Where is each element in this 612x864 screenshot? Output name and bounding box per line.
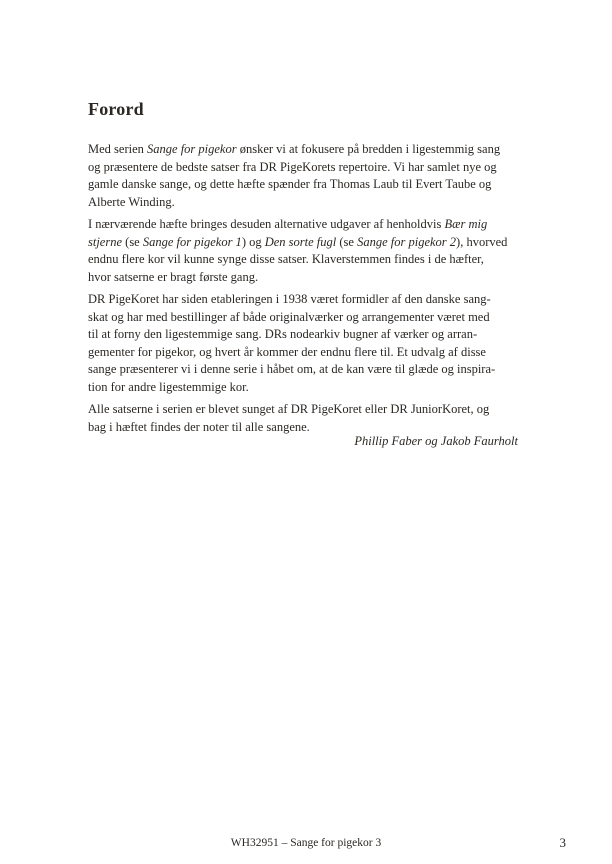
text-run: I nærværende hæfte bringes desuden alternative udgaver af henholdvis — [88, 217, 445, 231]
text-run: skat og har med bestillinger af både originalværker og arrangementer været med — [88, 309, 490, 324]
text-run: Alberte Winding. — [88, 194, 175, 209]
text-line — [88, 309, 518, 327]
text-run: Med serien — [88, 142, 148, 156]
text-line — [88, 234, 518, 252]
italic-text-run: Sange for pigekor 2 — [357, 234, 457, 249]
text-run: bag i hæftet findes der noter til alle sangene. — [88, 419, 310, 434]
italic-text-run: Den sorte fugl — [264, 234, 337, 249]
text-run: hvor satserne er bragt første gang. — [88, 269, 259, 284]
text-run: og præsentere de bedste satser fra DR PigeKorets repertoire. Vi har samlet nye og — [88, 159, 497, 174]
text-run: til at forny den ligestemmige sang. DRs nodearkiv bugner af værker og arran- — [88, 327, 478, 341]
text-line — [88, 216, 518, 234]
text-run: sange præsenterer vi i denne serie i håbet om, at de kan være til glæde og inspira- — [88, 362, 496, 376]
text-line — [88, 269, 518, 287]
text-run: Alle satserne i serien er blevet sunget af DR PigeKoret eller DR JuniorKoret, og — [88, 402, 490, 416]
italic-text-run: stjerne — [88, 234, 123, 249]
text-line — [88, 401, 518, 419]
italic-text-run: Bær mig — [444, 217, 488, 231]
text-line — [88, 326, 518, 344]
text-run: endnu flere kor vil kunne synge disse satser. Klaverstemmen findes i de hæfter, — [88, 252, 484, 266]
text-run: gamle danske sange, og dette hæfte spænder fra Thomas Laub til Evert Taube og — [88, 177, 492, 191]
text-run: (se — [122, 234, 143, 249]
text-run: (se — [336, 234, 358, 249]
text-line — [88, 141, 518, 159]
text-line — [88, 291, 518, 309]
text-run: DR PigeKoret har siden etableringen i 1938 været formidler af den danske sang- — [88, 292, 491, 306]
page-title: Forord — [88, 99, 144, 119]
text-run: ) og — [241, 234, 265, 249]
text-line — [88, 251, 518, 269]
text-run: tion for andre ligestemmige kor. — [88, 379, 249, 394]
text-line — [88, 361, 518, 379]
paragraph — [88, 141, 518, 211]
text-line — [88, 344, 518, 362]
paragraph — [88, 401, 518, 436]
text-line — [88, 194, 518, 212]
text-run: ), hvorved — [456, 234, 508, 249]
text-run: gementer for pigekor, og hvert år kommer der endnu flere til. Et udvalg af disse — [88, 344, 486, 359]
footer-imprint: WH32951 – Sange for pigekor 3 — [230, 837, 382, 849]
italic-text-run: Sange for pigekor — [147, 142, 237, 156]
paragraph — [88, 216, 518, 286]
page-number: 3 — [559, 835, 566, 850]
text-line — [88, 379, 518, 397]
signature-line: Phillip Faber og Jakob Faurholt — [354, 434, 518, 448]
foreword-paragraphs — [88, 141, 518, 441]
paragraph — [88, 291, 518, 396]
text-run: ønsker vi at fokusere på bredden i ligestemmig sang — [236, 142, 501, 156]
text-line — [88, 176, 518, 194]
italic-text-run: Sange for pigekor 1 — [142, 234, 242, 249]
text-line — [88, 159, 518, 177]
